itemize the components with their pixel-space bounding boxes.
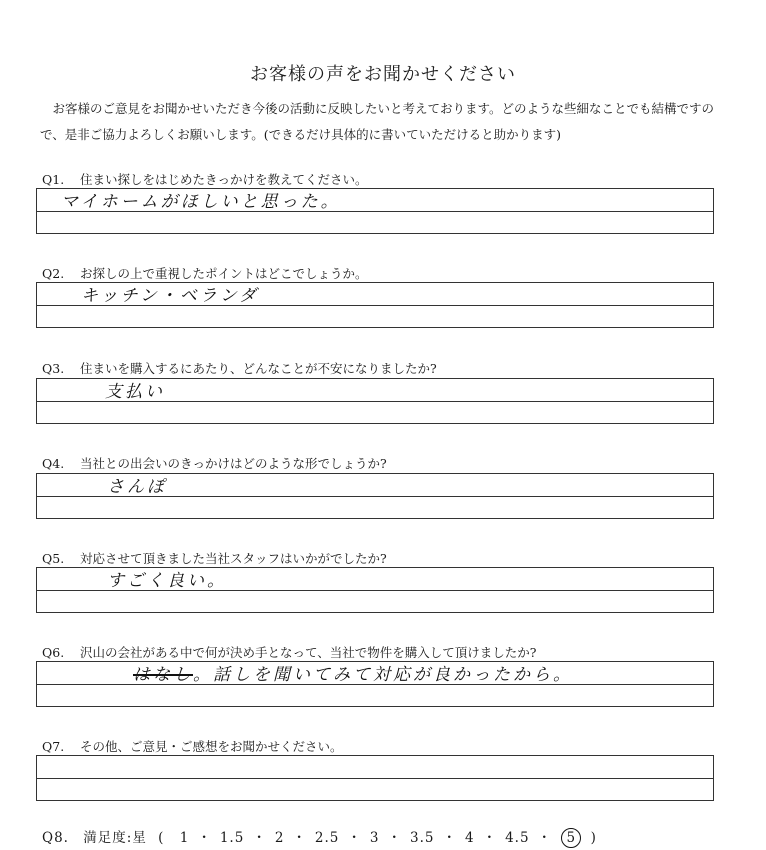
rating-option[interactable]: 1	[179, 830, 190, 846]
rating-separator: ・	[482, 830, 498, 846]
rating-separator: ・	[347, 830, 362, 846]
struck-out-text: はなし	[133, 665, 193, 685]
question-text: 住まいを購入するにあたり、どんなことが不安になりましたか?	[79, 361, 437, 376]
satisfaction-rating	[42, 826, 601, 848]
rating-option[interactable]: 2	[274, 830, 285, 846]
answer-box-5[interactable]	[36, 567, 714, 613]
answer-text: すごく良い。	[107, 571, 227, 591]
question-text: 沢山の会社がある中で何が決め手となって、当社で物件を購入して頂けましたか?	[79, 645, 537, 660]
rating-option-selected[interactable]: 5	[561, 828, 581, 848]
rating-options	[176, 830, 556, 846]
answer-text: マイホームがほしいと思った。	[61, 192, 341, 212]
question-text: お探しの上で重視したポイントはどこでしょうか。	[79, 266, 368, 281]
question-number: Q6.	[42, 645, 65, 660]
rating-separator: ・	[387, 830, 402, 846]
rating-option[interactable]: 1.5	[219, 830, 245, 846]
rating-separator: ・	[252, 830, 267, 846]
answer-box-4[interactable]	[36, 473, 714, 519]
rating-label: 満足度:星	[83, 830, 147, 846]
question-4	[42, 454, 387, 472]
answer-text: 支払い	[105, 382, 165, 402]
question-number: Q4.	[42, 456, 65, 471]
answer-box-6[interactable]	[36, 661, 714, 707]
page-title: お客様の声をお聞かせください	[250, 64, 516, 85]
question-6	[42, 643, 536, 661]
answer-box-3[interactable]	[36, 378, 714, 424]
question-text: 当社との出会いのきっかけはどのような形でしょうか?	[79, 456, 387, 471]
rating-separator: ・	[442, 830, 457, 846]
answer-divider	[37, 778, 713, 779]
answer-text: さんぽ	[107, 477, 167, 497]
intro-text: お客様のご意見をお聞かせいただき今後の活動に反映したいと考えております。どのような些細なことでも結構ですので、是非ご協力よろしくお願いします。(できるだけ具体的に書いていただけると助かります)	[40, 101, 715, 142]
rating-separator: ・	[292, 830, 307, 846]
rating-option[interactable]: 3	[369, 830, 380, 846]
question-number: Q3.	[42, 361, 65, 376]
question-number: Q7.	[42, 739, 65, 754]
question-5	[42, 549, 387, 567]
question-text: 対応させて頂きました当社スタッフはいかがでしたか?	[79, 551, 387, 566]
question-7	[42, 737, 343, 755]
rating-option[interactable]: 3.5	[409, 830, 435, 846]
answer-text	[133, 660, 573, 685]
question-number: Q5.	[42, 551, 65, 566]
question-2	[42, 264, 368, 282]
answer-box-1[interactable]	[36, 188, 714, 234]
question-number: Q1.	[42, 172, 65, 187]
close-paren: )	[590, 830, 597, 846]
answer-text: キッチン・ベランダ	[81, 286, 260, 306]
answer-box-2[interactable]	[36, 282, 714, 328]
question-3	[42, 359, 437, 377]
rating-option[interactable]: 4	[464, 830, 475, 846]
question-number: Q2.	[42, 266, 65, 281]
question-text: その他、ご意見・ご感想をお聞かせください。	[79, 739, 343, 754]
answer-box-7[interactable]	[36, 755, 714, 801]
rating-separator: ・	[197, 830, 212, 846]
rating-separator: ・	[537, 830, 553, 846]
rating-option[interactable]: 4.5	[505, 830, 530, 846]
question-1	[42, 170, 368, 188]
question-number: Q8.	[42, 830, 69, 846]
open-paren: (	[158, 830, 165, 846]
rating-option[interactable]: 2.5	[314, 830, 340, 846]
answer-main-text: 。話しを聞いてみて対応が良かったから。	[193, 665, 573, 685]
question-text: 住まい探しをはじめたきっかけを教えてください。	[79, 172, 368, 187]
